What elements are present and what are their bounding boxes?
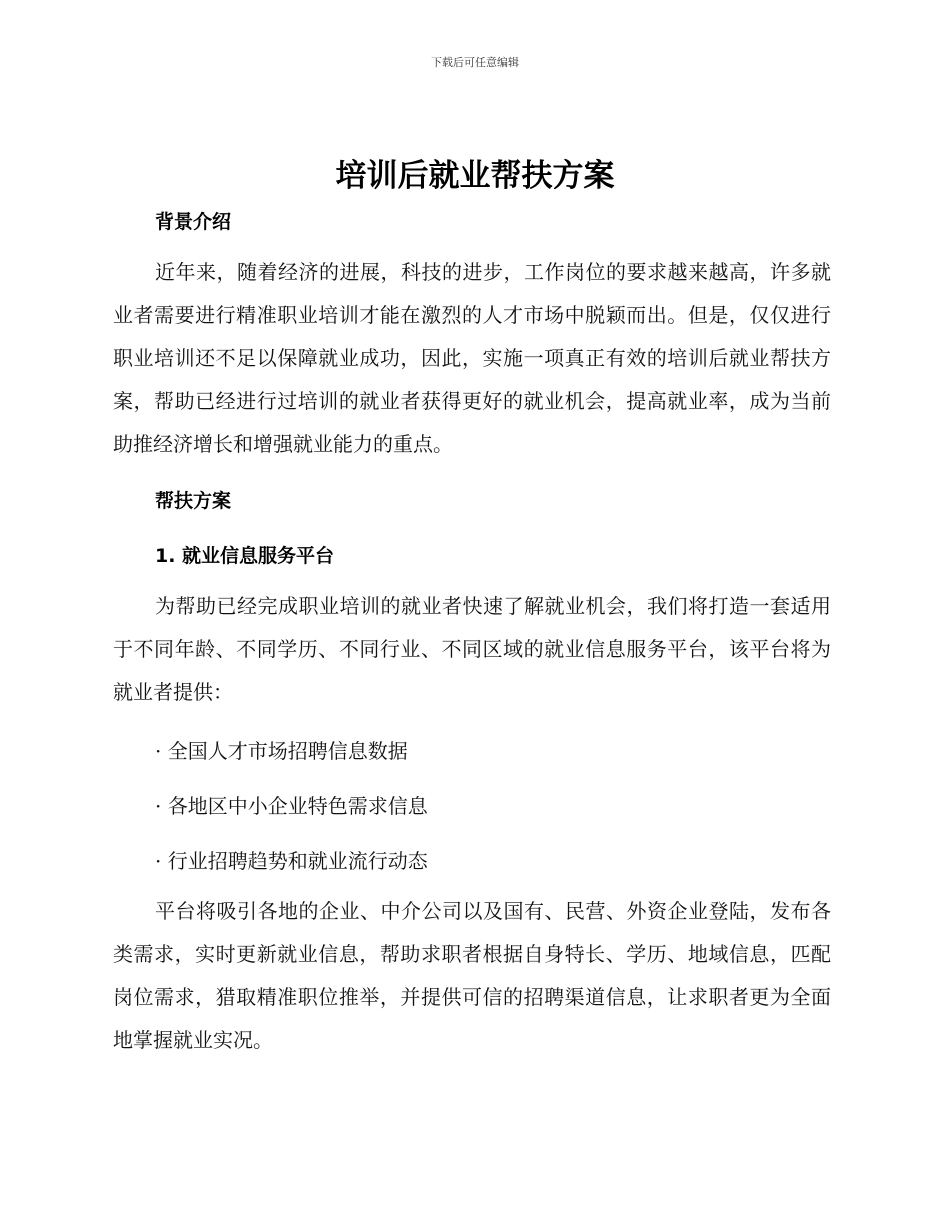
section-heading-background: 背景介绍 bbox=[155, 211, 232, 233]
section-heading-plan: 帮扶方案 bbox=[155, 490, 232, 512]
list-item: · 全国人才市场招聘信息数据 bbox=[155, 739, 408, 763]
header-note: 下载后可任意编辑 bbox=[431, 56, 519, 69]
paragraph-background: 近年来，随着经济的进展，科技的进步，工作岗位的要求越来越高，许多就业者需要进行精准职业培训才能在激烈的人才市场中脱颖而出。但是，仅仅进行职业培训还不足以保障就业成功，因此，实施一项真正有效的培训后就业帮扶方案，帮助已经进行过培训的就业者获得更好的就业机会，提高就业率，成为当前助推经济增长和增强就业能力的重点。 bbox=[113, 260, 831, 456]
list-item: · 行业招聘趋势和就业流行动态 bbox=[155, 849, 428, 873]
paragraph-info-platform: 为帮助已经完成职业培训的就业者快速了解就业机会，我们将打造一套适用于不同年龄、不同学历、不同行业、不同区域的就业信息服务平台，该平台将为就业者提供： bbox=[113, 594, 831, 704]
document-title: 培训后就业帮扶方案 bbox=[335, 158, 615, 194]
list-item: · 各地区中小企业特色需求信息 bbox=[155, 794, 428, 818]
subsection-heading-info-platform: 1. 就业信息服务平台 bbox=[155, 545, 335, 567]
paragraph-platform-details: 平台将吸引各地的企业、中介公司以及国有、民营、外资企业登陆，发布各类需求，实时更新就业信息，帮助求职者根据自身特长、学历、地域信息，匹配岗位需求，猎取精准职位推举，并提供可信的招聘渠道信息，让求职者更为全面地掌握就业实况。 bbox=[113, 899, 831, 1052]
